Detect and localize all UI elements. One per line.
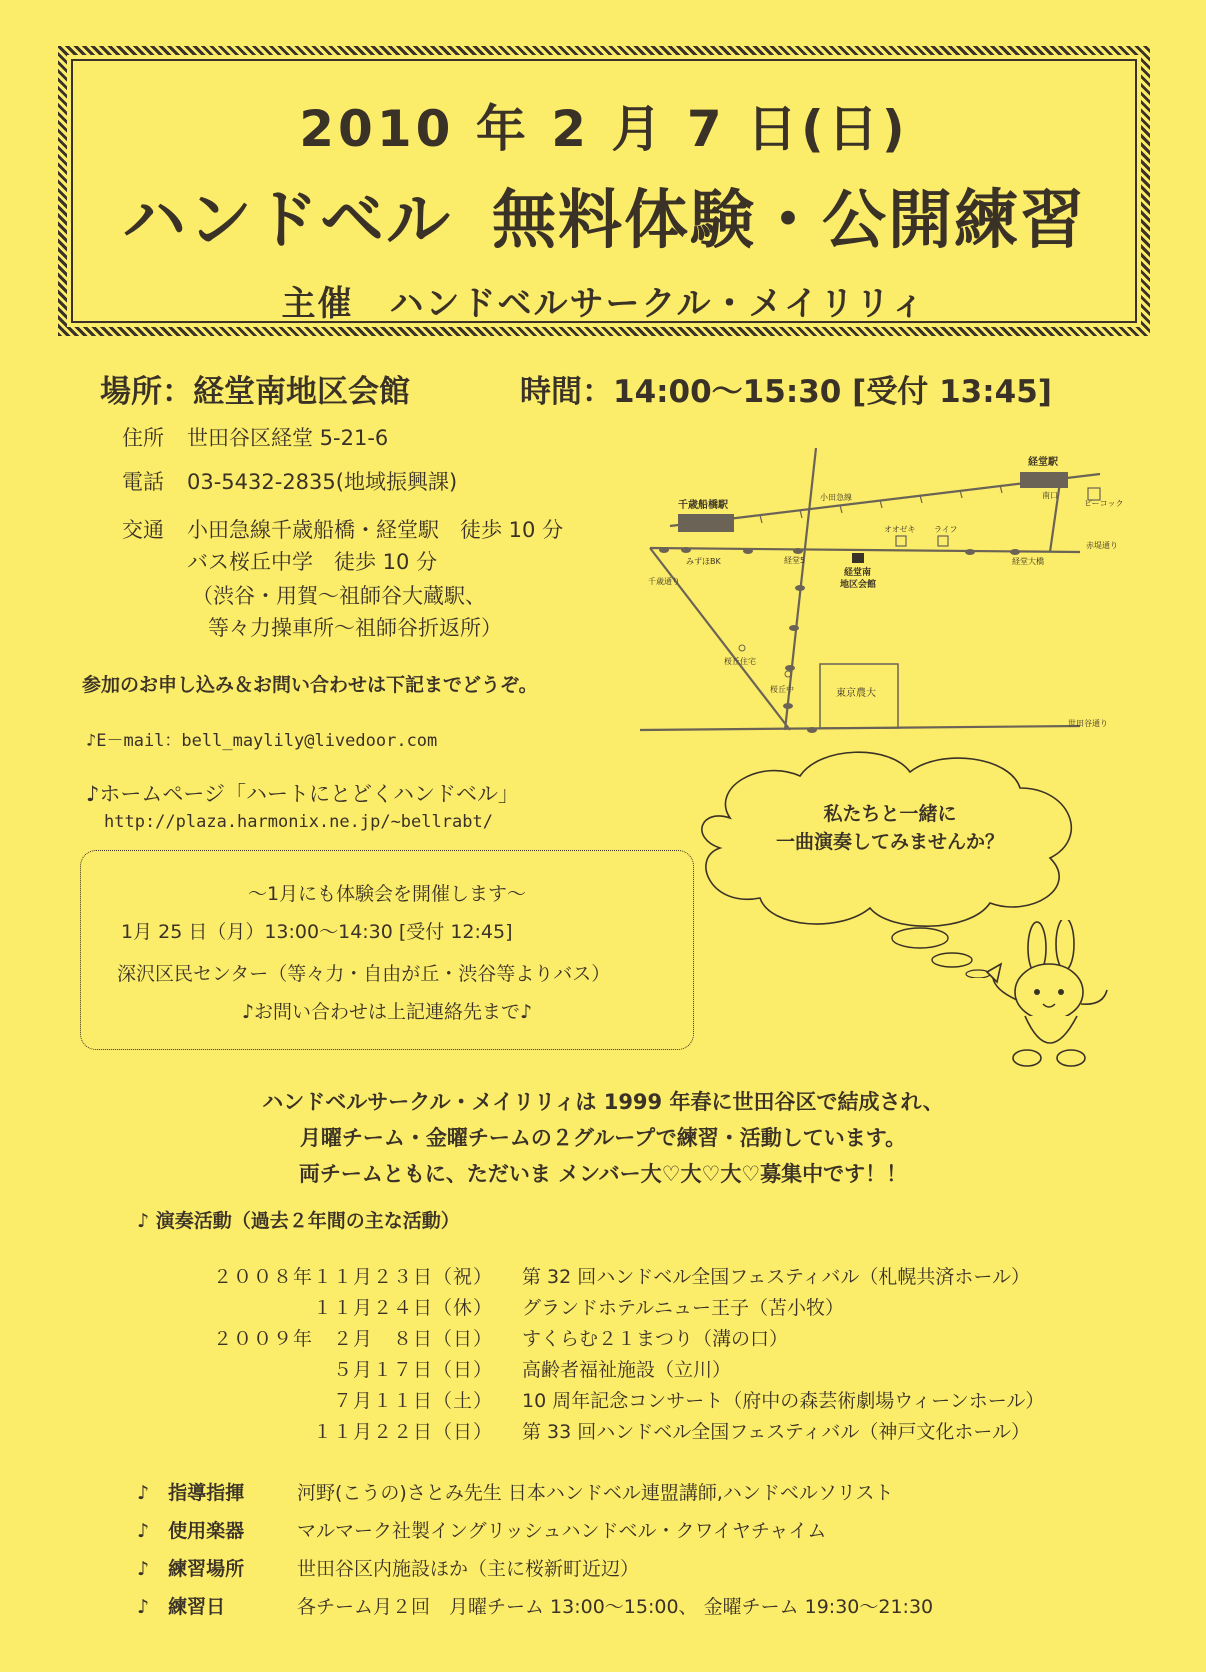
info-value: 各チーム月２回 月曜チーム 13:00～15:00、 金曜チーム 19:30～21:30 xyxy=(297,1596,934,1618)
performance-date: １１月２４日（休） xyxy=(312,1297,493,1319)
music-note-icon: ♪ xyxy=(137,1482,150,1504)
phone-value: 03-5432-2835(地域振興課) xyxy=(187,470,458,494)
performance-place: 10 周年記念コンサート（府中の森芸術劇場ウィーンホール） xyxy=(522,1390,1045,1412)
map-label-sakuragaoka-chu: 桜丘中 xyxy=(770,685,794,694)
map-label-chitose: 千歳船橋駅 xyxy=(678,500,728,511)
event-date: 2010 年 2 月 7 日(日) xyxy=(299,100,909,158)
map-label-mizuho: みずほBK xyxy=(686,557,721,566)
header-box xyxy=(58,46,1150,336)
performance-place: 第 33 回ハンドベル全国フェスティバル（神戸文化ホール） xyxy=(522,1421,1031,1443)
map-label-chitose-dori: 千歳通り xyxy=(648,577,680,586)
map-label-kyodo: 経堂駅 xyxy=(1028,457,1058,468)
notice-contact: ♪お問い合わせは上記連絡先まで♪ xyxy=(241,1001,533,1023)
info-label: ♪ 使用楽器 xyxy=(137,1520,245,1542)
intro-line-2: 月曜チーム・金曜チームの２グループで練習・活動しています。 xyxy=(299,1126,907,1150)
map-life-box xyxy=(938,536,948,546)
notice-date: 1月 25 日（月）13:00～14:30 [受付 12:45] xyxy=(121,921,513,943)
performance-date: ７月１１日（土） xyxy=(332,1390,493,1412)
map-chitose-station-block xyxy=(678,514,734,532)
access-line-4: 等々力操車所～祖師谷折返所） xyxy=(208,616,502,640)
map-label-peacock: ピーコック xyxy=(1084,499,1124,508)
map-label-venue-2: 地区会館 xyxy=(840,580,877,590)
title-handbell: ハンドベル xyxy=(122,184,452,258)
contact-heading: 参加のお申し込み＆お問い合わせは下記までどうぞ。 xyxy=(82,674,538,696)
map-label-akatsutsumi: 赤堤通り xyxy=(1086,541,1118,550)
map-label-tokyo-nodai: 東京農大 xyxy=(836,688,876,699)
bubble-line-1: 私たちと一緒に xyxy=(823,803,957,825)
map-label-venue-1: 経堂南 xyxy=(844,568,872,578)
info-value: 河野(こうの)さとみ先生 日本ハンドベル連盟講師,ハンドベルソリスト xyxy=(297,1482,894,1504)
map-label-kyodo5: 経堂5 xyxy=(784,556,806,565)
map-label-setagaya-dori: 世田谷通り xyxy=(1068,719,1108,728)
info-label: ♪ 練習日 xyxy=(137,1596,226,1618)
intro-line-1: ハンドベルサークル・メイリリィは 1999 年春に世田谷区で結成され、 xyxy=(262,1090,944,1114)
address-label: 住所 xyxy=(122,426,164,450)
organizer-label: 主催 xyxy=(281,284,354,324)
access-line-2: バス桜丘中学 徒歩 10 分 xyxy=(187,550,438,574)
music-note-icon: ♪ xyxy=(137,1596,150,1618)
access-line-1: 小田急線千歳船橋・経堂駅 徒歩 10 分 xyxy=(187,518,564,542)
access-label: 交通 xyxy=(122,518,164,542)
map-label-minami: 南口 xyxy=(1042,491,1058,500)
performance-place: すくらむ２１まつり（溝の口） xyxy=(522,1328,789,1350)
contact-email[interactable]: ♪E－mail：bell_maylily@livedoor.com xyxy=(86,731,438,751)
event-place: 場所：経堂南地区会館 xyxy=(100,374,410,410)
map-venue-marker xyxy=(852,553,864,563)
map-label-odakyu: 小田急線 xyxy=(820,493,852,502)
title-free-trial: 無料体験・公開練習 xyxy=(492,184,1086,258)
phone-label: 電話 xyxy=(122,470,164,494)
music-note-icon: ♪ xyxy=(137,1520,150,1542)
bubble-line-2: 一曲演奏してみませんか？ xyxy=(775,831,1005,853)
access-line-3: （渋谷・用賀～祖師谷大蔵駅、 xyxy=(192,584,486,608)
map-ozeki-box xyxy=(896,536,906,546)
info-label: ♪ 練習場所 xyxy=(137,1558,245,1580)
map-kyodo-station-block xyxy=(1020,472,1068,488)
homepage-url[interactable]: http://plaza.harmonix.ne.jp/~bellrabt/ xyxy=(104,812,493,832)
performance-date: １１月２２日（日） xyxy=(312,1421,493,1443)
intro-line-3: 両チームともに、ただいま メンバー大♡大♡大♡募集中です！！ xyxy=(298,1162,908,1186)
organizer-name: ハンドベルサークル・メイリリィ xyxy=(389,284,927,324)
performance-place: グランドホテルニュー王子（苫小牧） xyxy=(522,1297,845,1319)
performance-place: 高齢者福祉施設（立川） xyxy=(522,1359,732,1381)
info-value: 世田谷区内施設ほか（主に桜新町近辺） xyxy=(297,1558,640,1580)
info-value: マルマーク社製イングリッシュハンドベル・クワイヤチャイム xyxy=(297,1520,827,1542)
performance-place: 第 32 回ハンドベル全国フェスティバル（札幌共済ホール） xyxy=(522,1266,1031,1288)
organizer xyxy=(73,276,1135,325)
notice-title: ～1月にも体験会を開催します～ xyxy=(247,883,527,905)
address-value: 世田谷区経堂 5-21-6 xyxy=(187,426,389,450)
event-title xyxy=(73,169,1135,261)
map-label-kyodo-ohashi: 経堂大橋 xyxy=(1012,557,1044,566)
map-chitose-road xyxy=(650,548,790,730)
january-notice-box xyxy=(80,850,694,1050)
performance-date: ２００８年１１月２３日（祝） xyxy=(212,1266,493,1288)
performances-heading: ♪ 演奏活動（過去２年間の主な活動） xyxy=(137,1210,460,1232)
event-time: 時間：14:00～15:30 [受付 13:45] xyxy=(520,374,1052,410)
homepage-label: ♪ホームページ「ハートにとどくハンドベル」 xyxy=(86,782,519,806)
performance-date: ５月１７日（日） xyxy=(332,1359,493,1381)
performance-date: ２００９年 ２月 ８日（日） xyxy=(212,1328,493,1350)
bunny-illustration xyxy=(985,920,1110,1070)
music-note-icon: ♪ xyxy=(137,1558,150,1580)
info-label: ♪ 指導指揮 xyxy=(137,1482,245,1504)
notice-place: 深沢区民センター（等々力・自由が丘・渋谷等よりバス） xyxy=(117,963,611,985)
access-map xyxy=(640,448,1140,738)
map-label-sakuragaoka-jutaku: 桜丘住宅 xyxy=(724,657,756,666)
map-label-life: ライフ xyxy=(934,525,958,534)
map-label-ozeki: オオゼキ xyxy=(884,525,916,534)
header-inner-frame xyxy=(71,59,1137,323)
